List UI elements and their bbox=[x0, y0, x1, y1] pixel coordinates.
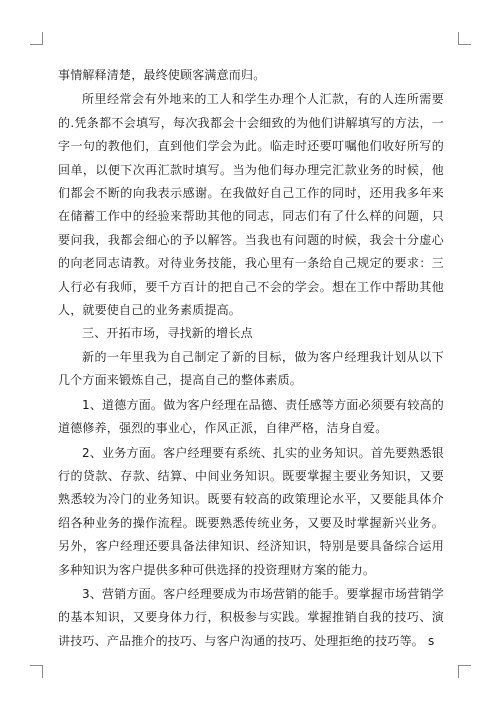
corner-mark-bottom-left bbox=[30, 665, 43, 678]
section-heading-market: 三、开拓市场，寻找新的增长点 bbox=[82, 326, 253, 341]
paragraph-morality: 1、道德方面。做为客户经理在品德、责任感等方面必须要有较高的道德修养，强烈的事业心，作风正派，自律严格，洁身自爱。 bbox=[58, 397, 444, 436]
paragraph-business: 2、业务方面。客户经理要有系统、扎实的业务知识。首先要熟悉银行的贷款、存款、结算、中间业务知识。既要掌握主要业务知识，又要熟悉较为冷门的业务知识。既要有较高的政策理论水平，又要能具体介绍各种业务的操作流程。既要熟悉传统业务，又要及时掌握新兴业务。另外，客户经理还要具备法律知识、经济知识，特别是要具备综合运用多种知识为客户提供多种可供选择的投资理财方案的能力。 bbox=[58, 445, 444, 577]
corner-mark-bottom-right bbox=[458, 665, 471, 678]
corner-mark-top-right bbox=[458, 32, 471, 45]
paragraph-new-goals: 新的一年里我为自己制定了新的目标，做为客户经理我计划从以下几个方面来锻炼自己，提高自己的整体素质。 bbox=[58, 349, 444, 388]
document-body bbox=[58, 64, 444, 653]
paragraph-continuation: 事情解释清楚，最终使顾客满意而归。 bbox=[58, 68, 266, 82]
corner-mark-top-left bbox=[30, 32, 43, 45]
paragraph-remittance-help: 所里经常会有外地来的工人和学生办理个人汇款，有的人连所需要的.凭条都不会填写，每次我都会十会细致的为他们讲解填写的方法，一字一句的教他们，直到他们学会为此。临走时还要叮嘱他们收好所写的回单，以便下次再汇款时填写。当为他们每办理完汇款业务的时候，他们都会不断的向我表示感谢。在我做好自己工作的同时，还用我多年来在储蓄工作中的经验来帮助其他的同志，同志们有了什么样的问题，只要问我，我都会细心的予以解答。当我也有问题的时候，我会十分虚心的向老同志请教。对待业务技能，我心里有一条给自己规定的要求：三人行必有我师，要千方百计的把自己不会的学会。想在工作中帮助其他人，就要使自己的业务素质提高。 bbox=[58, 92, 444, 318]
paragraph-marketing: 3、营销方面。客户经理要成为市场营销的能手。要掌握市场营销学的基本知识，又要身体力行，积极参与实践。掌握推销自我的技巧、演讲技巧、产品推介的技巧、与客户沟通的技巧、处理拒绝的技巧等。 s bbox=[58, 586, 444, 648]
